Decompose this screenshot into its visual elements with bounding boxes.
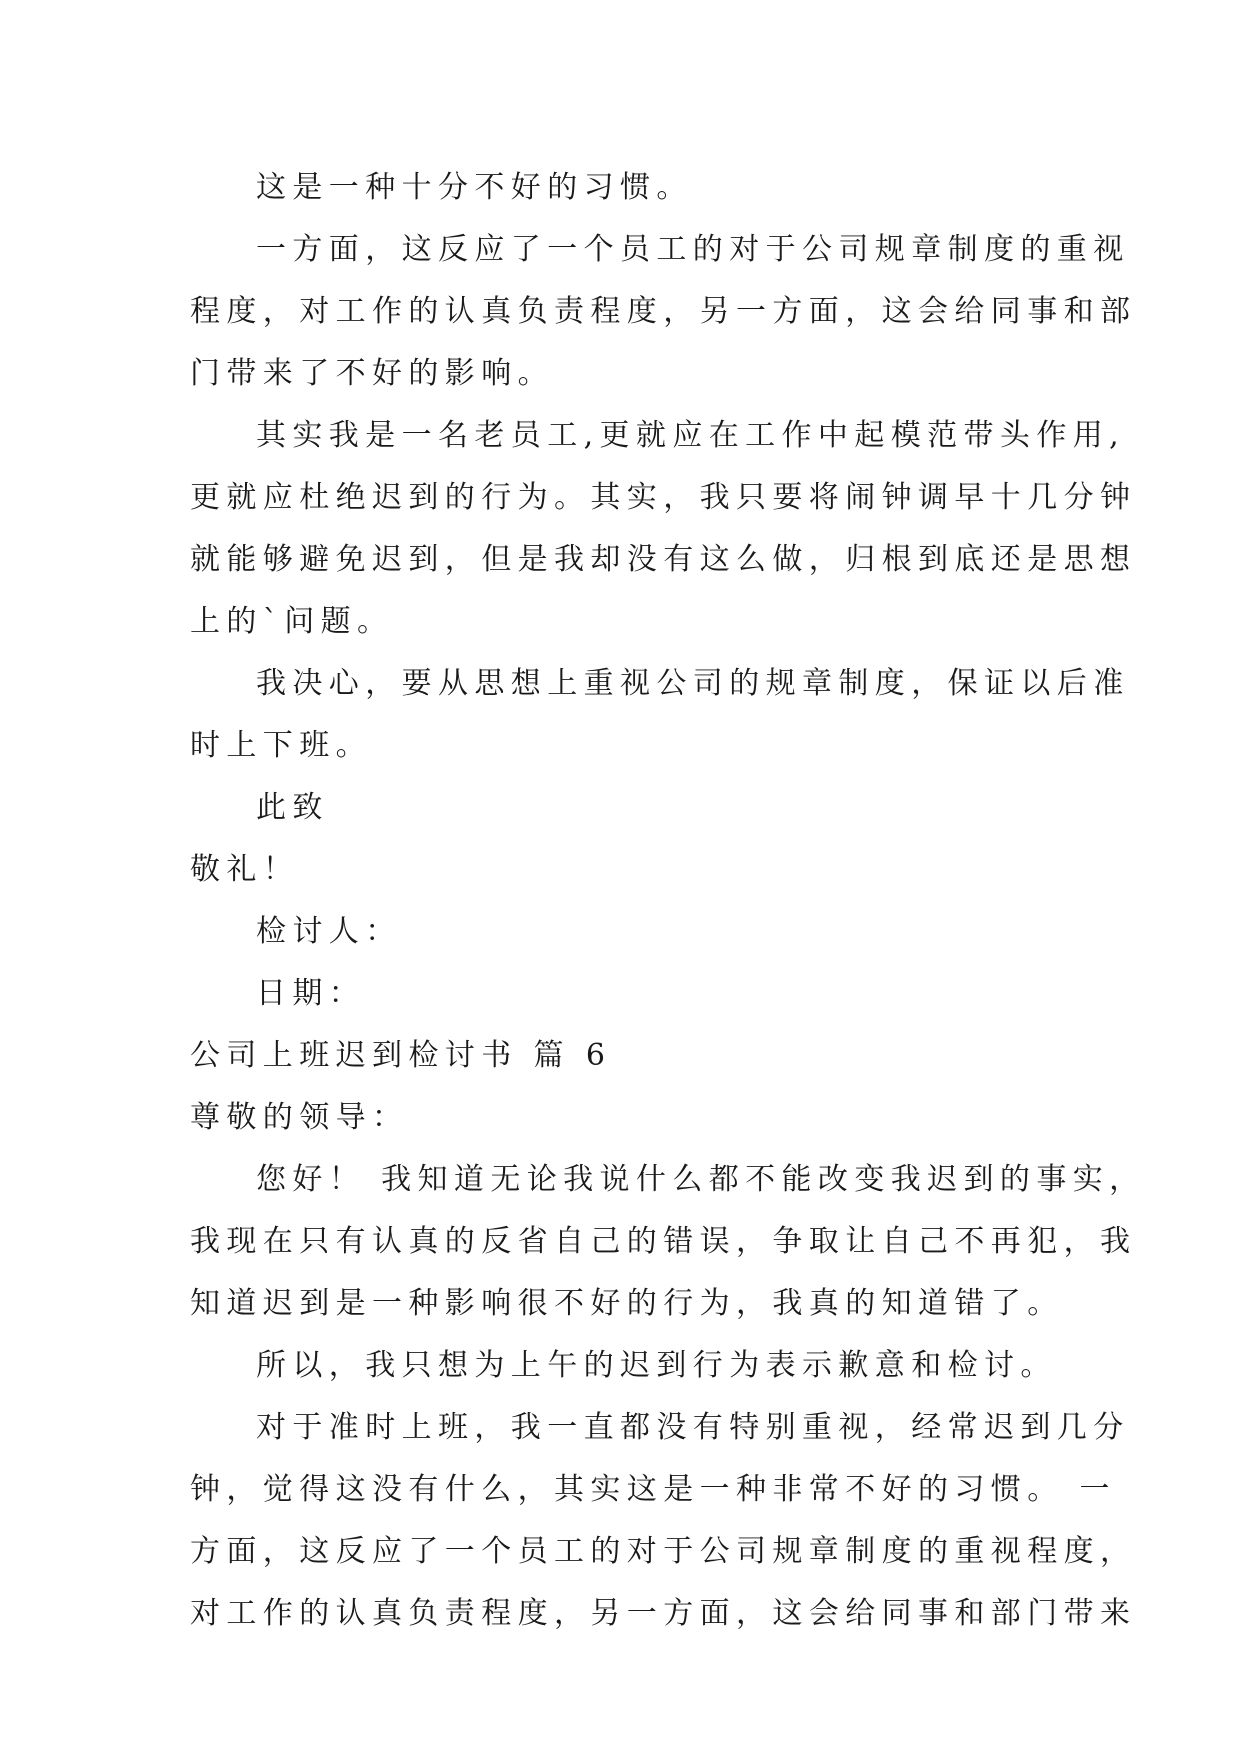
body-line: 其实我是一名老员工,更就应在工作中起模范带头作用, (256, 418, 1126, 453)
section-heading: 公司上班迟到检讨书 篇 6 (190, 1038, 612, 1073)
body-line: 我现在只有认真的反省自己的错误，争取让自己不再犯，我 (190, 1224, 1137, 1259)
signer-label: 检讨人： (256, 914, 402, 949)
body-line: 一方面，这反应了一个员工的对于公司规章制度的重视 (256, 232, 1130, 267)
body-line: 更就应杜绝迟到的行为。其实，我只要将闹钟调早十几分钟 (190, 480, 1137, 515)
document-body (190, 157, 1146, 1645)
body-line: 程度，对工作的认真负责程度，另一方面，这会给同事和部 (190, 294, 1137, 329)
body-line: 知道迟到是一种影响很不好的行为，我真的知道错了。 (190, 1286, 1064, 1321)
body-line: 对于准时上班，我一直都没有特别重视，经常迟到几分 (256, 1410, 1130, 1445)
body-line: 门带来了不好的影响。 (190, 356, 554, 391)
body-line: 就能够避免迟到，但是我却没有这么做，归根到底还是思想 (190, 542, 1137, 577)
greeting: 尊敬的领导： (190, 1100, 409, 1135)
body-line: 对工作的认真负责程度，另一方面，这会给同事和部门带来 (190, 1596, 1137, 1631)
date-label: 日期： (256, 976, 366, 1011)
closing-regards: 敬礼！ (190, 852, 300, 887)
body-line: 上的`问题。 (190, 604, 394, 639)
body-line: 我决心，要从思想上重视公司的规章制度，保证以后准 (256, 666, 1130, 701)
body-line: 这是一种十分不好的习惯。 (256, 170, 693, 205)
body-line: 您好！ 我知道无论我说什么都不能改变我迟到的事实， (256, 1162, 1146, 1197)
body-line: 时上下班。 (190, 728, 372, 763)
closing-salutation: 此致 (256, 790, 329, 825)
body-line: 方面，这反应了一个员工的对于公司规章制度的重视程度， (190, 1534, 1137, 1569)
body-line: 钟，觉得这没有什么，其实这是一种非常不好的习惯。 一 (190, 1472, 1116, 1507)
body-line: 所以，我只想为上午的迟到行为表示歉意和检讨。 (256, 1348, 1057, 1383)
